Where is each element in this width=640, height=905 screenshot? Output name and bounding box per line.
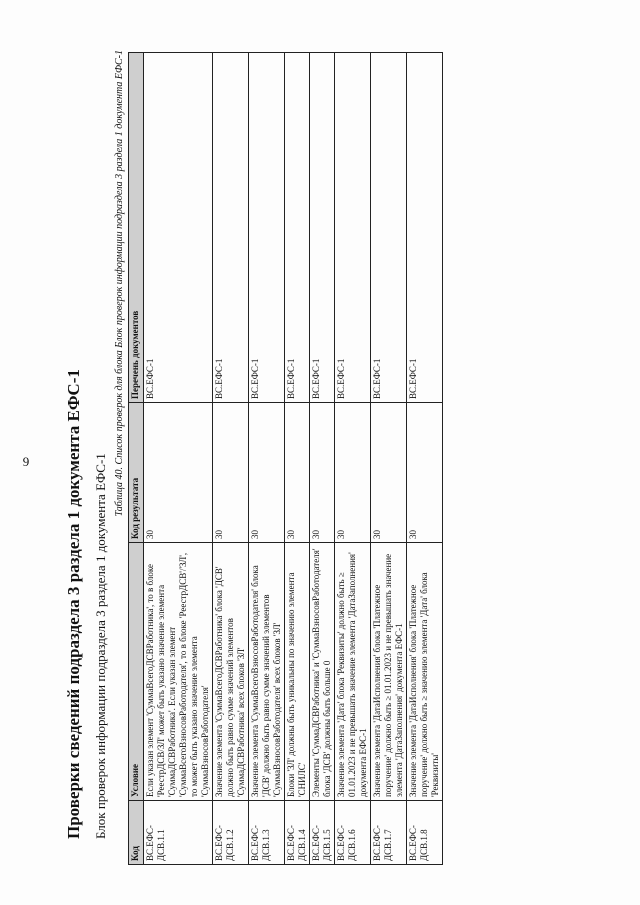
row-docs: ВС.ЕФС-1 bbox=[285, 53, 310, 403]
row-condition: Значение элемента 'ДатаИсполнения' блока 'Платежное поручение' должно быть ≥ 01.01.2023 и не превышать значение элемента 'ДатаЗаполнения' документа ЕФС-1 bbox=[371, 543, 407, 801]
row-result: 30 bbox=[310, 403, 335, 543]
row-result: 30 bbox=[371, 403, 407, 543]
row-condition: Блоки 'ЗЛ' должны быть уникальны по значению элемента 'СНИЛС' bbox=[285, 543, 310, 801]
row-docs: ВС.ЕФС-1 bbox=[144, 53, 213, 403]
table-row bbox=[310, 53, 335, 865]
row-code: ВС.ЕФС-ДСВ.1.4 bbox=[285, 801, 310, 865]
table-row bbox=[407, 53, 443, 865]
row-code: ВС.ЕФС-ДСВ.1.8 bbox=[407, 801, 443, 865]
row-condition: Элементы 'СуммаДСВРаботника' и 'СуммаВзносовРаботодателя' блока 'ДСВ' должны быть больше 0 bbox=[310, 543, 335, 801]
row-result: 30 bbox=[213, 403, 249, 543]
table-row bbox=[285, 53, 310, 865]
row-docs: ВС.ЕФС-1 bbox=[249, 53, 285, 403]
row-code: ВС.ЕФС-ДСВ.1.5 bbox=[310, 801, 335, 865]
row-condition: Значение элемента 'ДатаИсполнения' блока 'Платежное поручение' должно быть ≥ значению элемента 'Дата' блока 'Реквизиты' bbox=[407, 543, 443, 801]
row-code: ВС.ЕФС-ДСВ.1.6 bbox=[335, 801, 371, 865]
section-title: Проверки сведений подраздела 3 раздела 1 документа ЕФС-1 bbox=[64, 369, 83, 839]
row-result: 30 bbox=[407, 403, 443, 543]
row-docs: ВС.ЕФС-1 bbox=[335, 53, 371, 403]
row-code: ВС.ЕФС-ДСВ.1.3 bbox=[249, 801, 285, 865]
table-row bbox=[371, 53, 407, 865]
row-docs: ВС.ЕФС-1 bbox=[371, 53, 407, 403]
table-row bbox=[335, 53, 371, 865]
table-header-row bbox=[129, 53, 144, 865]
row-result: 30 bbox=[335, 403, 371, 543]
row-code: ВС.ЕФС-ДСВ.1.7 bbox=[371, 801, 407, 865]
header-condition: Условие bbox=[129, 543, 144, 801]
row-result: 30 bbox=[249, 403, 285, 543]
header-docs: Перечень документов bbox=[129, 53, 144, 403]
table-row bbox=[249, 53, 285, 865]
header-result: Код результата bbox=[129, 403, 144, 543]
header-code: Код bbox=[129, 801, 144, 865]
table-row bbox=[213, 53, 249, 865]
row-docs: ВС.ЕФС-1 bbox=[407, 53, 443, 403]
section-subtitle: Блок проверок информации подраздела 3 раздела 1 документа ЕФС-1 bbox=[93, 453, 108, 839]
row-result: 30 bbox=[144, 403, 213, 543]
row-code: ВС.ЕФС-ДСВ.1.2 bbox=[213, 801, 249, 865]
table-row bbox=[144, 53, 213, 865]
row-result: 30 bbox=[285, 403, 310, 543]
row-condition: Значение элемента 'СуммаВсегоДСВРаботника' блока 'ДСВ' должно быть равно сумме значений элементов 'СуммаДСВРаботника' всех блоков 'ЗЛ' bbox=[213, 543, 249, 801]
row-condition: Значение элемента 'Дата' блока 'Реквизиты' должно быть ≥ 01.01.2023 и не превышать значение элемента 'ДатаЗаполнения' документа ЕФС-1 bbox=[335, 543, 371, 801]
row-docs: ВС.ЕФС-1 bbox=[213, 53, 249, 403]
row-docs: ВС.ЕФС-1 bbox=[310, 53, 335, 403]
page-number: 9 bbox=[22, 453, 30, 469]
row-code: ВС.ЕФС-ДСВ.1.1 bbox=[144, 801, 213, 865]
row-condition: Если указан элемент 'СуммаВсегоДСВРаботника', то в блоке 'РеестрДСВ/ЗЛ' может быть указано значение элемента 'СуммаДСВРаботника'. Если указан элемент 'СуммаВсегоВзносовРаботодателя', то в блоке 'РеестрДСВ'/'ЗЛ', то может быть указано значение элемента 'СуммаВзносовРаботодателя' bbox=[144, 543, 213, 801]
table-caption: Таблица 40. Список проверок для блока Блок проверок информации подраздела 3 раздела 1 документа ЕФС-1 bbox=[114, 50, 125, 517]
row-condition: Значение элемента 'СуммаВсегоВзносовРаботодателя' блока 'ДСВ' должно быть равно сумме значений элементов 'СуммаВзносовРаботодателя' всех блоков 'ЗЛ' bbox=[249, 543, 285, 801]
checks-table bbox=[128, 52, 443, 865]
